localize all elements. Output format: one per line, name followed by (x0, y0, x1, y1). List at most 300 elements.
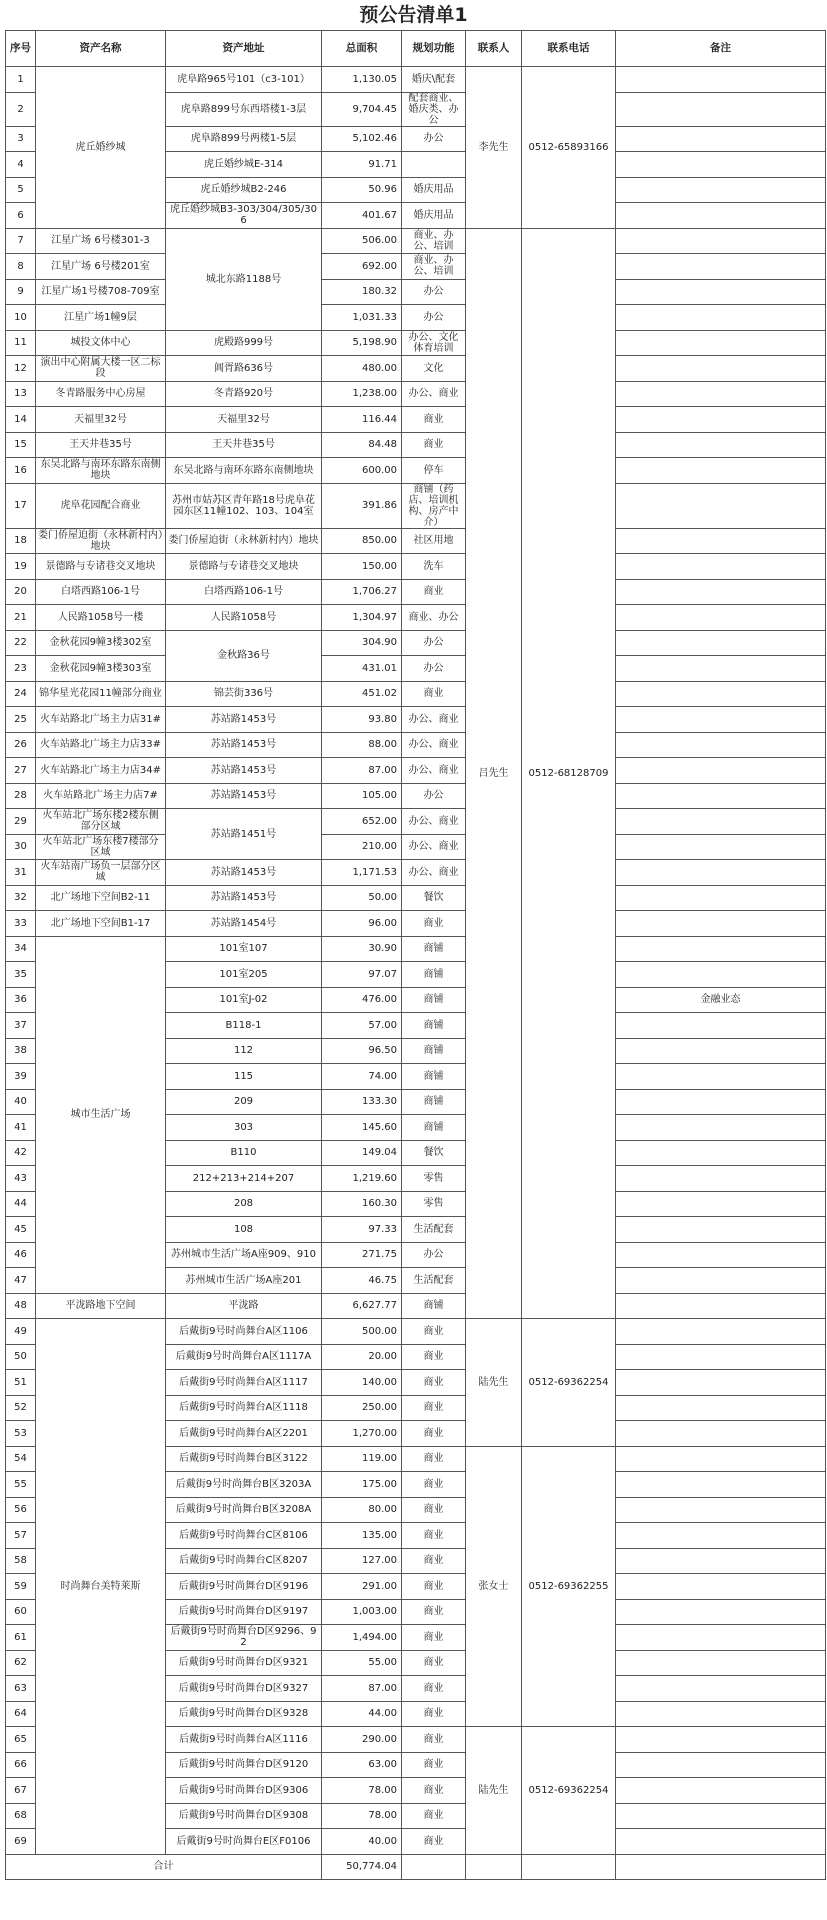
total-area: 93.80 (322, 707, 402, 733)
total-area: 180.32 (322, 279, 402, 305)
row-number: 48 (6, 1293, 36, 1319)
table-row (6, 483, 826, 528)
asset-name: 东吴北路与南环东路东南侧地块 (36, 458, 166, 484)
total-area: 30.90 (322, 936, 402, 962)
asset-address: 后戴街9号时尚舞台B区3203A (166, 1472, 322, 1498)
remark (616, 1319, 826, 1345)
asset-address: 虎丘婚纱城B2-246 (166, 177, 322, 203)
asset-address: 虎殿路999号 (166, 330, 322, 356)
asset-address: 后戴街9号时尚舞台D区9321 (166, 1650, 322, 1676)
remark (616, 1650, 826, 1676)
planned-use: 商业 (402, 432, 466, 458)
planned-use: 商业 (402, 1574, 466, 1600)
remark (616, 936, 826, 962)
row-number: 68 (6, 1803, 36, 1829)
remark (616, 809, 826, 835)
remark (616, 758, 826, 784)
asset-address: 苏州市姑苏区青年路18号虎阜花园东区11幢102、103、104室 (166, 483, 322, 528)
asset-address: 后戴街9号时尚舞台D区9327 (166, 1676, 322, 1702)
planned-use: 办公、商业 (402, 860, 466, 886)
asset-address: 115 (166, 1064, 322, 1090)
planned-use: 商业 (402, 1778, 466, 1804)
remark (616, 1701, 826, 1727)
planned-use: 商业 (402, 1803, 466, 1829)
header-row (6, 31, 826, 67)
total-row (6, 1854, 826, 1879)
remark (616, 1752, 826, 1778)
remark (616, 579, 826, 605)
row-number: 34 (6, 936, 36, 962)
total-area: 271.75 (322, 1242, 402, 1268)
row-number: 65 (6, 1727, 36, 1753)
asset-address: 后戴街9号时尚舞台D区9120 (166, 1752, 322, 1778)
table-row (6, 528, 826, 554)
remark (616, 407, 826, 433)
planned-use: 商铺 (402, 1013, 466, 1039)
asset-address: 平泷路 (166, 1293, 322, 1319)
row-number: 4 (6, 152, 36, 178)
planned-use: 商铺 (402, 1115, 466, 1141)
asset-address: 后戴街9号时尚舞台A区1118 (166, 1395, 322, 1421)
planned-use: 餐饮 (402, 885, 466, 911)
remark (616, 67, 826, 93)
total-area: 1,238.00 (322, 381, 402, 407)
total-area: 135.00 (322, 1523, 402, 1549)
total-area: 1,304.97 (322, 605, 402, 631)
asset-address: 后戴街9号时尚舞台D区9328 (166, 1701, 322, 1727)
asset-name: 金秋花园9幢3楼302室 (36, 630, 166, 656)
table-row (6, 1319, 826, 1345)
remark (616, 1344, 826, 1370)
planned-use: 配套商业、婚庆类、办公 (402, 92, 466, 126)
total-area: 652.00 (322, 809, 402, 835)
row-number: 25 (6, 707, 36, 733)
total-area: 50.00 (322, 885, 402, 911)
asset-name: 北广场地下空间B1-17 (36, 911, 166, 937)
asset-name: 冬青路服务中心房屋 (36, 381, 166, 407)
planned-use: 商业 (402, 1497, 466, 1523)
table-row (6, 579, 826, 605)
row-number: 6 (6, 203, 36, 229)
asset-address: 212+213+214+207 (166, 1166, 322, 1192)
planned-use: 商业 (402, 1472, 466, 1498)
total-area: 1,219.60 (322, 1166, 402, 1192)
row-number: 23 (6, 656, 36, 682)
total-area: 140.00 (322, 1370, 402, 1396)
total-area: 50,774.04 (322, 1854, 402, 1879)
planned-use: 办公 (402, 305, 466, 331)
asset-address: 王天井巷35号 (166, 432, 322, 458)
total-area: 55.00 (322, 1650, 402, 1676)
empty-cell (522, 1854, 616, 1879)
row-number: 52 (6, 1395, 36, 1421)
planned-use: 商业 (402, 1344, 466, 1370)
planned-use: 商业 (402, 1548, 466, 1574)
row-number: 50 (6, 1344, 36, 1370)
asset-name: 火车站北广场东楼7楼部分区域 (36, 834, 166, 860)
asset-address: 虎丘婚纱城B3-303/304/305/306 (166, 203, 322, 229)
row-number: 36 (6, 987, 36, 1013)
row-number: 9 (6, 279, 36, 305)
planned-use: 生活配套 (402, 1217, 466, 1243)
total-area: 46.75 (322, 1268, 402, 1294)
total-area: 96.00 (322, 911, 402, 937)
remark (616, 783, 826, 809)
planned-use: 商业 (402, 681, 466, 707)
row-number: 22 (6, 630, 36, 656)
asset-address: 209 (166, 1089, 322, 1115)
row-number: 55 (6, 1472, 36, 1498)
contact-person: 李先生 (466, 67, 522, 229)
planned-use: 商业 (402, 1701, 466, 1727)
remark (616, 177, 826, 203)
asset-address: 景德路与专诸巷交叉地块 (166, 554, 322, 580)
table-row (6, 432, 826, 458)
total-area: 9,704.45 (322, 92, 402, 126)
total-area: 105.00 (322, 783, 402, 809)
asset-address: B118-1 (166, 1013, 322, 1039)
planned-use: 商业 (402, 407, 466, 433)
contact-phone: 0512-69362254 (522, 1319, 616, 1447)
row-number: 53 (6, 1421, 36, 1447)
asset-name: 江星广场1号楼708-709室 (36, 279, 166, 305)
col-header-use: 规划功能 (402, 31, 466, 67)
asset-address: 苏站路1453号 (166, 758, 322, 784)
asset-name: 火车站北广场东楼2楼东侧部分区域 (36, 809, 166, 835)
asset-address: 101室205 (166, 962, 322, 988)
remark (616, 1625, 826, 1651)
remark (616, 1803, 826, 1829)
total-area: 87.00 (322, 758, 402, 784)
planned-use: 生活配套 (402, 1268, 466, 1294)
row-number: 35 (6, 962, 36, 988)
row-number: 31 (6, 860, 36, 886)
asset-name: 火车站路北广场主力店7# (36, 783, 166, 809)
planned-use: 商业 (402, 1829, 466, 1855)
asset-address: 苏站路1454号 (166, 911, 322, 937)
asset-address: 后戴街9号时尚舞台C区8207 (166, 1548, 322, 1574)
contact-person: 陆先生 (466, 1727, 522, 1855)
planned-use: 办公、商业 (402, 834, 466, 860)
total-area: 692.00 (322, 254, 402, 280)
table-row (6, 381, 826, 407)
remark (616, 656, 826, 682)
asset-address: 303 (166, 1115, 322, 1141)
asset-address: 后戴街9号时尚舞台A区1117A (166, 1344, 322, 1370)
total-area: 57.00 (322, 1013, 402, 1039)
col-header-no: 序号 (6, 31, 36, 67)
asset-address: 金秋路36号 (166, 630, 322, 681)
row-number: 11 (6, 330, 36, 356)
row-number: 43 (6, 1166, 36, 1192)
planned-use: 商业 (402, 579, 466, 605)
table-row (6, 834, 826, 860)
asset-address: 后戴街9号时尚舞台A区1117 (166, 1370, 322, 1396)
planned-use: 社区用地 (402, 528, 466, 554)
table-row (6, 911, 826, 937)
remark (616, 1472, 826, 1498)
asset-name: 白塔西路106-1号 (36, 579, 166, 605)
remark (616, 279, 826, 305)
planned-use: 办公、商业 (402, 809, 466, 835)
asset-address: 苏站路1453号 (166, 732, 322, 758)
planned-use: 商业 (402, 1727, 466, 1753)
remark: 金融业态 (616, 987, 826, 1013)
remark (616, 1013, 826, 1039)
planned-use: 办公 (402, 783, 466, 809)
row-number: 26 (6, 732, 36, 758)
asset-address: 冬青路920号 (166, 381, 322, 407)
total-area: 84.48 (322, 432, 402, 458)
planned-use: 餐饮 (402, 1140, 466, 1166)
total-area: 78.00 (322, 1778, 402, 1804)
total-area: 250.00 (322, 1395, 402, 1421)
planned-use: 办公 (402, 656, 466, 682)
planned-use: 商业 (402, 1599, 466, 1625)
row-number: 28 (6, 783, 36, 809)
col-header-phone: 联系电话 (522, 31, 616, 67)
planned-use: 商铺（药店、培训机构、房产中介） (402, 483, 466, 528)
total-area: 1,003.00 (322, 1599, 402, 1625)
asset-address: 101室J-02 (166, 987, 322, 1013)
asset-address: 娄门侨屋迫街（永林新村内）地块 (166, 528, 322, 554)
table-row (6, 809, 826, 835)
asset-address: 白塔西路106-1号 (166, 579, 322, 605)
row-number: 39 (6, 1064, 36, 1090)
total-area: 5,198.90 (322, 330, 402, 356)
planned-use: 商业、办公 (402, 605, 466, 631)
total-area: 78.00 (322, 1803, 402, 1829)
remark (616, 1574, 826, 1600)
remark (616, 381, 826, 407)
planned-use: 商铺 (402, 987, 466, 1013)
planned-use: 商业 (402, 1395, 466, 1421)
asset-address: 城北东路1188号 (166, 228, 322, 330)
empty-cell (466, 1854, 522, 1879)
row-number: 10 (6, 305, 36, 331)
remark (616, 1727, 826, 1753)
row-number: 14 (6, 407, 36, 433)
total-label: 合计 (6, 1854, 322, 1879)
remark (616, 1115, 826, 1141)
planned-use: 商铺 (402, 1038, 466, 1064)
row-number: 17 (6, 483, 36, 528)
asset-name: 人民路1058号一楼 (36, 605, 166, 631)
remark (616, 458, 826, 484)
total-area: 20.00 (322, 1344, 402, 1370)
planned-use: 商铺 (402, 962, 466, 988)
remark (616, 1523, 826, 1549)
row-number: 62 (6, 1650, 36, 1676)
total-area: 210.00 (322, 834, 402, 860)
row-number: 59 (6, 1574, 36, 1600)
planned-use: 商业 (402, 1446, 466, 1472)
planned-use: 商业 (402, 1319, 466, 1345)
table-row (6, 732, 826, 758)
planned-use: 零售 (402, 1166, 466, 1192)
asset-address: 后戴街9号时尚舞台D区9296、92 (166, 1625, 322, 1651)
remark (616, 1497, 826, 1523)
table-row (6, 656, 826, 682)
table-row (6, 1293, 826, 1319)
row-number: 58 (6, 1548, 36, 1574)
table-row (6, 67, 826, 93)
table-row (6, 305, 826, 331)
asset-address: 208 (166, 1191, 322, 1217)
remark (616, 834, 826, 860)
asset-address: 后戴街9号时尚舞台B区3122 (166, 1446, 322, 1472)
asset-address: 虎阜路965号101（c3-101） (166, 67, 322, 93)
asset-address: 锦芸街336号 (166, 681, 322, 707)
total-area: 506.00 (322, 228, 402, 254)
asset-name: 演出中心附属大楼一区二标段 (36, 356, 166, 382)
asset-address: 101室107 (166, 936, 322, 962)
contact-phone: 0512-69362254 (522, 1727, 616, 1855)
planned-use: 商铺 (402, 1293, 466, 1319)
planned-use: 婚庆\配套 (402, 67, 466, 93)
row-number: 8 (6, 254, 36, 280)
remark (616, 1421, 826, 1447)
planned-use: 办公、文化体育培训 (402, 330, 466, 356)
total-area: 150.00 (322, 554, 402, 580)
remark (616, 1293, 826, 1319)
row-number: 7 (6, 228, 36, 254)
asset-name: 城市生活广场 (36, 936, 166, 1293)
table-row (6, 254, 826, 280)
row-number: 1 (6, 67, 36, 93)
asset-name: 景德路与专诸巷交叉地块 (36, 554, 166, 580)
remark (616, 681, 826, 707)
asset-table (5, 30, 826, 1880)
contact-person: 吕先生 (466, 228, 522, 1319)
asset-name: 锦华星光花园11幢部分商业 (36, 681, 166, 707)
total-area: 391.86 (322, 483, 402, 528)
remark (616, 1038, 826, 1064)
remark (616, 630, 826, 656)
asset-name: 城投文体中心 (36, 330, 166, 356)
remark (616, 1268, 826, 1294)
total-area: 133.30 (322, 1089, 402, 1115)
remark (616, 432, 826, 458)
planned-use: 商业 (402, 1650, 466, 1676)
total-area: 290.00 (322, 1727, 402, 1753)
total-area: 40.00 (322, 1829, 402, 1855)
row-number: 37 (6, 1013, 36, 1039)
total-area: 87.00 (322, 1676, 402, 1702)
remark (616, 1166, 826, 1192)
remark (616, 1548, 826, 1574)
asset-address: 后戴街9号时尚舞台B区3208A (166, 1497, 322, 1523)
remark (616, 203, 826, 229)
remark (616, 1064, 826, 1090)
total-area: 401.67 (322, 203, 402, 229)
remark (616, 330, 826, 356)
total-area: 451.02 (322, 681, 402, 707)
asset-name: 娄门侨屋迫街（永林新村内）地块 (36, 528, 166, 554)
asset-address: 天福里32号 (166, 407, 322, 433)
total-area: 850.00 (322, 528, 402, 554)
remark (616, 356, 826, 382)
planned-use: 洗车 (402, 554, 466, 580)
total-area: 6,627.77 (322, 1293, 402, 1319)
asset-address: 后戴街9号时尚舞台D区9196 (166, 1574, 322, 1600)
planned-use: 商业 (402, 1370, 466, 1396)
table-row (6, 279, 826, 305)
planned-use (402, 152, 466, 178)
total-area: 119.00 (322, 1446, 402, 1472)
remark (616, 305, 826, 331)
asset-address: 112 (166, 1038, 322, 1064)
remark (616, 483, 826, 528)
planned-use: 办公 (402, 126, 466, 152)
row-number: 56 (6, 1497, 36, 1523)
total-area: 80.00 (322, 1497, 402, 1523)
planned-use: 商业 (402, 1523, 466, 1549)
table-row (6, 458, 826, 484)
asset-name: 江星广场 6号楼301-3 (36, 228, 166, 254)
table-row (6, 783, 826, 809)
planned-use: 办公 (402, 1242, 466, 1268)
table-row (6, 228, 826, 254)
row-number: 64 (6, 1701, 36, 1727)
asset-name: 江星广场 6号楼201室 (36, 254, 166, 280)
asset-address: 后戴街9号时尚舞台D区9306 (166, 1778, 322, 1804)
asset-address: 108 (166, 1217, 322, 1243)
asset-name: 火车站路北广场主力店34# (36, 758, 166, 784)
row-number: 42 (6, 1140, 36, 1166)
row-number: 33 (6, 911, 36, 937)
remark (616, 1778, 826, 1804)
col-header-address: 资产地址 (166, 31, 322, 67)
asset-name: 虎阜花园配合商业 (36, 483, 166, 528)
total-area: 600.00 (322, 458, 402, 484)
row-number: 30 (6, 834, 36, 860)
total-area: 145.60 (322, 1115, 402, 1141)
asset-name: 平泷路地下空间 (36, 1293, 166, 1319)
planned-use: 办公、商业 (402, 758, 466, 784)
asset-address: 苏站路1453号 (166, 783, 322, 809)
remark (616, 962, 826, 988)
page-title: 预公告清单1 (359, 4, 468, 26)
planned-use: 商业、办公、培训 (402, 254, 466, 280)
total-area: 1,130.05 (322, 67, 402, 93)
contact-phone: 0512-69362255 (522, 1446, 616, 1727)
col-header-name: 资产名称 (36, 31, 166, 67)
asset-address: 苏站路1453号 (166, 885, 322, 911)
total-area: 116.44 (322, 407, 402, 433)
asset-address: 后戴街9号时尚舞台A区1116 (166, 1727, 322, 1753)
row-number: 32 (6, 885, 36, 911)
table-row (6, 330, 826, 356)
remark (616, 92, 826, 126)
total-area: 5,102.46 (322, 126, 402, 152)
row-number: 29 (6, 809, 36, 835)
asset-address: 阊胥路636号 (166, 356, 322, 382)
planned-use: 商业 (402, 911, 466, 937)
table-row (6, 554, 826, 580)
asset-address: 苏站路1453号 (166, 707, 322, 733)
total-area: 431.01 (322, 656, 402, 682)
remark (616, 1217, 826, 1243)
remark (616, 605, 826, 631)
remark (616, 152, 826, 178)
planned-use: 商业 (402, 1676, 466, 1702)
remark (616, 707, 826, 733)
planned-use: 婚庆用品 (402, 177, 466, 203)
remark (616, 1599, 826, 1625)
planned-use: 商业 (402, 1625, 466, 1651)
asset-address: 后戴街9号时尚舞台A区1106 (166, 1319, 322, 1345)
